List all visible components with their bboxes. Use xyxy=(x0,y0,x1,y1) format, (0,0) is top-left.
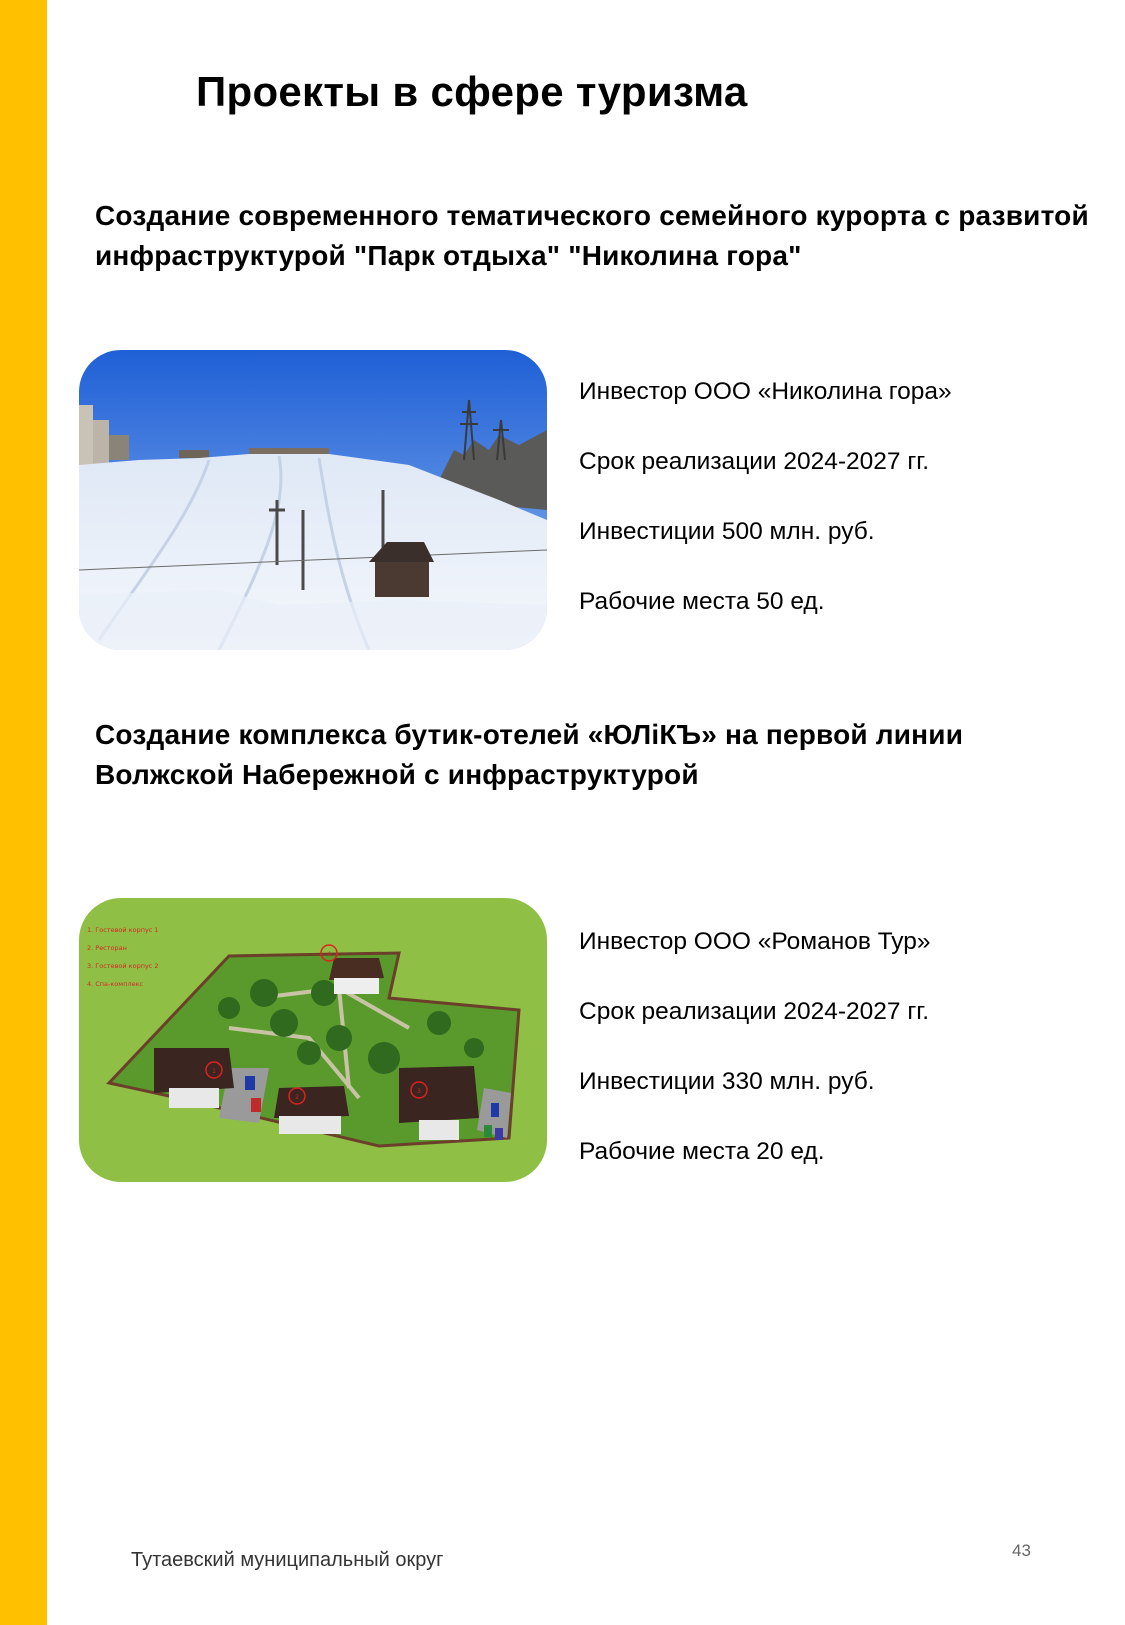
plan-legend-1: 1. Гостевой корпус 1 xyxy=(87,926,159,934)
footer-organization: Тутаевский муниципальный округ xyxy=(131,1549,444,1571)
yellow-side-bar xyxy=(0,0,47,1625)
jobs-text: Рабочие места 50 ед. xyxy=(579,588,825,615)
investor-text: Инвестор ООО «Николина гора» xyxy=(579,378,952,405)
plan-legend-4: 4. Спа-комплекс xyxy=(87,980,144,988)
page-title: Проекты в сфере туризма xyxy=(196,68,748,115)
plan-marker-1: 1 xyxy=(212,1068,216,1075)
page-number: 43 xyxy=(1012,1541,1031,1560)
jobs-text: Рабочие места 20 ед. xyxy=(579,1138,825,1165)
investment-text: Инвестиции 330 млн. руб. xyxy=(579,1068,875,1095)
ski-slope-photo xyxy=(79,350,547,650)
hotel-site-plan-render xyxy=(79,898,547,1182)
plan-marker-4: 4 xyxy=(327,951,331,958)
plan-legend-3: 3. Гостевой корпус 2 xyxy=(87,962,159,970)
project-2-title: Создание комплекса бутик-отелей «ЮЛіКЪ» на первой линии Волжской Набережной с инфраструктурой xyxy=(95,719,964,790)
plan-marker-3: 3 xyxy=(417,1088,421,1095)
project-1-title: Создание современного тематического семейного курорта с развитой инфраструктурой "Парк отдыха" "Николина гора" xyxy=(95,200,1089,271)
plan-marker-2: 2 xyxy=(295,1094,299,1101)
investor-text: Инвестор ООО «Романов Тур» xyxy=(579,928,931,955)
timeline-text: Срок реализации 2024-2027 гг. xyxy=(579,998,930,1025)
plan-legend-2: 2. Ресторан xyxy=(87,944,127,952)
timeline-text: Срок реализации 2024-2027 гг. xyxy=(579,448,930,475)
investment-text: Инвестиции 500 млн. руб. xyxy=(579,518,875,545)
